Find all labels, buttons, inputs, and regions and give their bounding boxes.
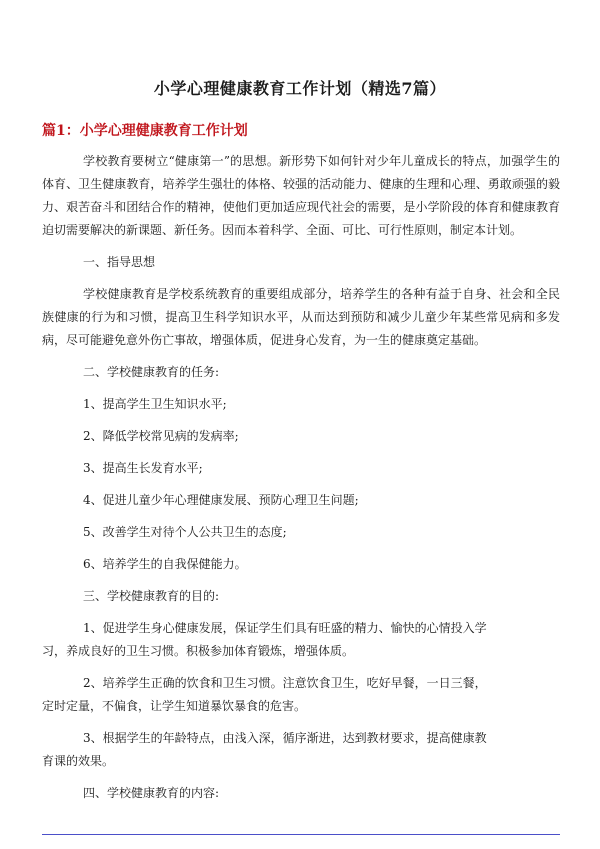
heading-goals: 三、学校健康教育的目的: bbox=[83, 589, 220, 603]
footer-rule bbox=[42, 834, 560, 835]
task-item: 4、促进儿童少年心理健康发展、预防心理卫生问题; bbox=[83, 493, 359, 507]
intro-paragraph: 学校教育要树立“健康第一”的思想。新形势下如何针对少年儿童成长的特点，加强学生的体育、卫生健康教育，培养学生强壮的体格、较强的活动能力、健康的生理和心理、勇敢顽强的毅力、艰苦奋斗和团结合作的精神，使他们更加适应现代社会的需要，是小学阶段的体育和健康教育迫切需要解决的新课题、新任务。因而本着科学、全面、可比、可行性原则，制定本计划。 bbox=[42, 154, 560, 237]
goal-line: 定时定量，不偏食，让学生知道暴饮暴食的危害。 bbox=[42, 699, 307, 713]
section-heading: 篇1：小学心理健康教育工作计划 bbox=[42, 123, 248, 139]
goal-line: 3、根据学生的年龄特点，由浅入深，循序渐进，达到教材要求，提高健康教 bbox=[83, 731, 487, 745]
goal-line: 2、培养学生正确的饮食和卫生习惯。注意饮食卫生，吃好早餐，一日三餐， bbox=[83, 676, 487, 690]
goal-line: 1、促进学生身心健康发展，保证学生们具有旺盛的精力、愉快的心情投入学 bbox=[83, 621, 487, 635]
task-item: 6、培养学生的自我保健能力。 bbox=[83, 557, 247, 571]
task-item: 5、改善学生对待个人公共卫生的态度; bbox=[83, 525, 287, 539]
heading-content: 四、学校健康教育的内容: bbox=[83, 786, 220, 800]
task-item: 1、提高学生卫生知识水平; bbox=[83, 397, 227, 411]
goal-line: 育课的效果。 bbox=[42, 754, 115, 768]
task-item: 2、降低学校常见病的发病率; bbox=[83, 429, 239, 443]
goal-item bbox=[42, 727, 560, 773]
goal-item bbox=[42, 617, 560, 663]
task-item: 3、提高生长发育水平; bbox=[83, 461, 203, 475]
goal-line: 习，养成良好的卫生习惯。积极参加体育锻炼，增强体质。 bbox=[42, 644, 355, 658]
guiding-paragraph: 学校健康教育是学校系统教育的重要组成部分，培养学生的各种有益于自身、社会和全民族健康的行为和习惯，提高卫生科学知识水平，从而达到预防和减少儿童少年某些常见病和多发病，尽可能避免意外伤亡事故，增强体质，促进身心发育，为一生的健康奠定基础。 bbox=[42, 287, 560, 347]
heading-guiding-principles: 一、指导思想 bbox=[83, 255, 156, 269]
heading-tasks: 二、学校健康教育的任务: bbox=[83, 365, 220, 379]
document-title: 小学心理健康教育工作计划（精选7篇） bbox=[153, 79, 447, 98]
goal-item bbox=[42, 672, 560, 718]
document-body bbox=[42, 150, 560, 805]
